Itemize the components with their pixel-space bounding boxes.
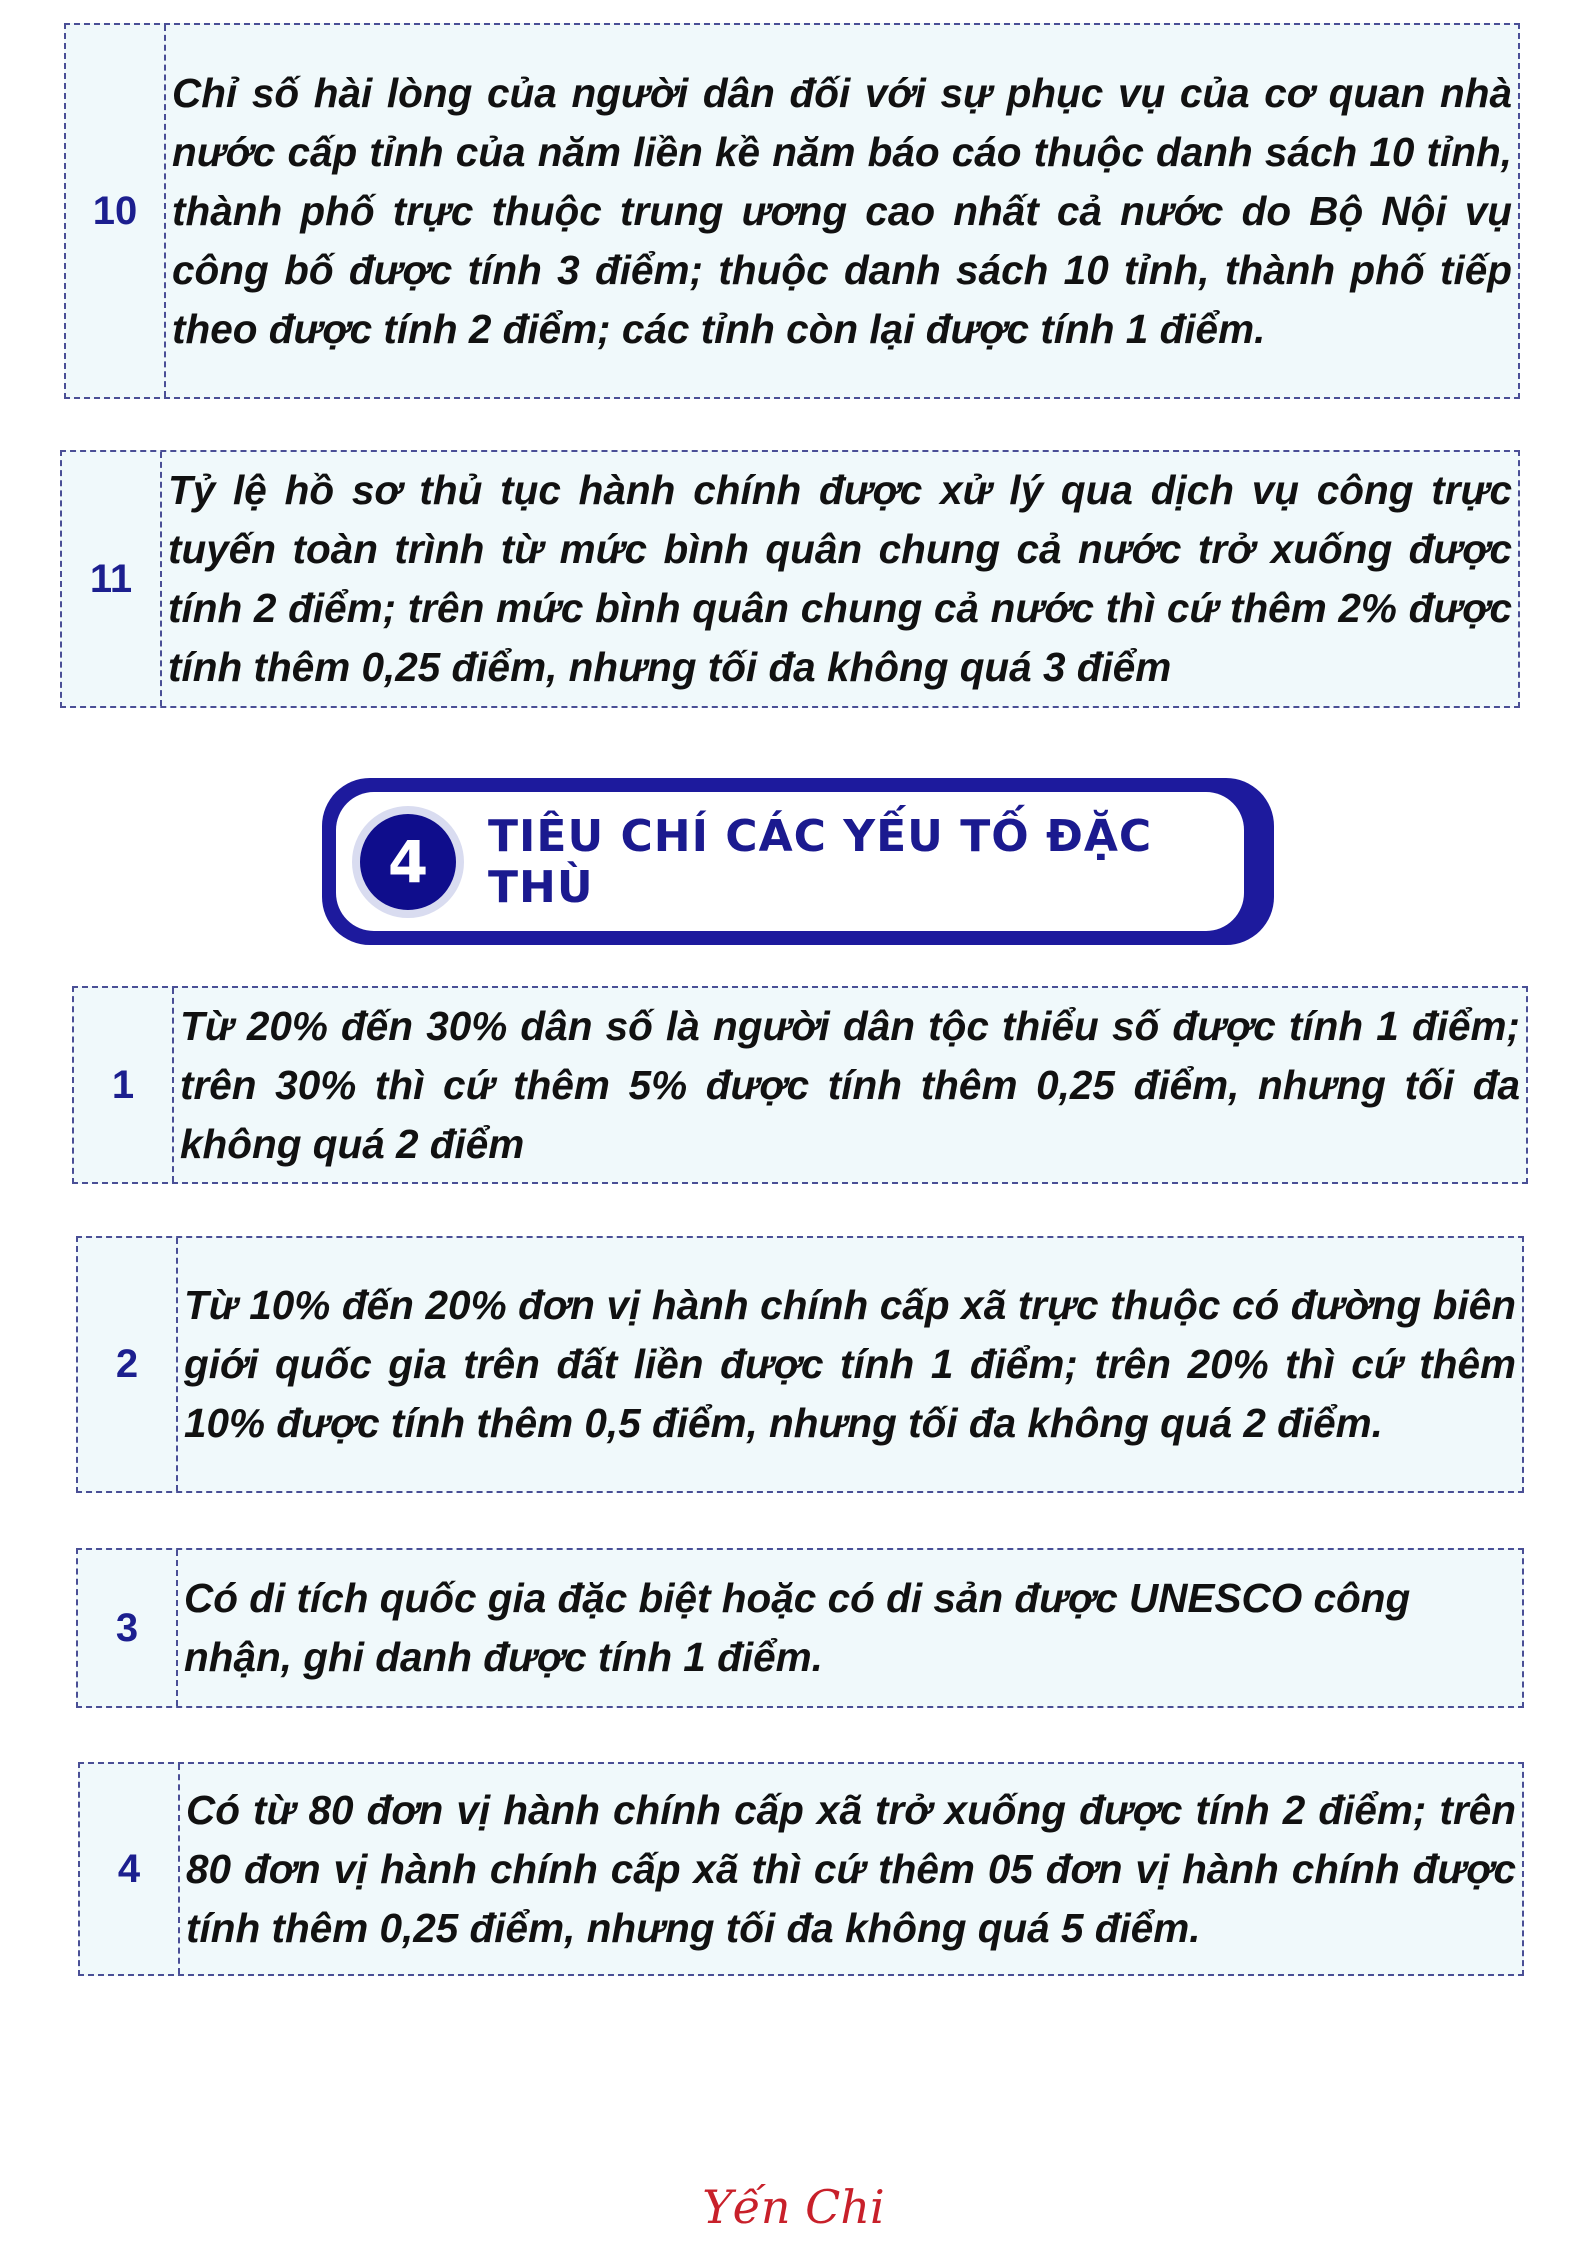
item-text: Có từ 80 đơn vị hành chính cấp xã trở xuống được tính 2 điểm; trên 80 đơn vị hành chính cấp xã thì cứ thêm 05 đơn vị hành chính được tính thêm 0,25 điểm, nhưng tối đa không quá 5 điểm. (186, 1786, 1516, 1951)
item-number: 3 (78, 1550, 178, 1706)
item-text: Tỷ lệ hồ sơ thủ tục hành chính được xử lý qua dịch vụ công trực tuyến toàn trình từ mức bình quân chung cả nước trở xuống được tính 2 điểm; trên mức bình quân chung cả nước thì cứ thêm 2% được tính thêm 0,25 điểm, nhưng tối đa không quá 3 điểm (168, 467, 1512, 690)
section-title: TIÊU CHÍ CÁC YẾU TỐ ĐẶC THÙ (488, 810, 1153, 913)
criterion-item (72, 986, 1528, 1184)
section-header (322, 778, 1274, 945)
criterion-item (76, 1548, 1524, 1708)
criterion-item (78, 1762, 1524, 1976)
item-number: 11 (62, 452, 162, 706)
item-text: Chỉ số hài lòng của người dân đối với sự phục vụ của cơ quan nhà nước cấp tỉnh của năm liền kề năm báo cáo thuộc danh sách 10 tỉnh, thành phố trực thuộc trung ương cao nhất cả nước do Bộ Nội vụ công bố được tính 3 điểm; thuộc danh sách 10 tỉnh, thành phố tiếp theo được tính 2 điểm; các tỉnh còn lại được tính 1 điểm. (172, 69, 1512, 352)
item-text: Từ 20% đến 30% dân số là người dân tộc thiểu số được tính 1 điểm; trên 30% thì cứ thêm 5% được tính thêm 0,25 điểm, nhưng tối đa không quá 2 điểm (180, 1002, 1520, 1167)
item-text: Có di tích quốc gia đặc biệt hoặc có di sản được UNESCO công nhận, ghi danh được tính 1 điểm. (184, 1575, 1411, 1680)
item-number: 10 (66, 25, 166, 397)
criterion-item (64, 23, 1520, 399)
author-signature: Yến Chi (702, 2180, 885, 2234)
item-number: 4 (80, 1764, 180, 1974)
item-number: 2 (78, 1238, 178, 1491)
criterion-item (60, 450, 1520, 708)
item-text: Từ 10% đến 20% đơn vị hành chính cấp xã trực thuộc có đường biên giới quốc gia trên đất liền được tính 1 điểm; trên 20% thì cứ thêm 10% được tính thêm 0,5 điểm, nhưng tối đa không quá 2 điểm. (184, 1282, 1516, 1446)
section-number-badge: 4 (352, 806, 464, 918)
section-header-panel (336, 792, 1244, 931)
item-number: 1 (74, 988, 174, 1182)
criterion-item (76, 1236, 1524, 1493)
